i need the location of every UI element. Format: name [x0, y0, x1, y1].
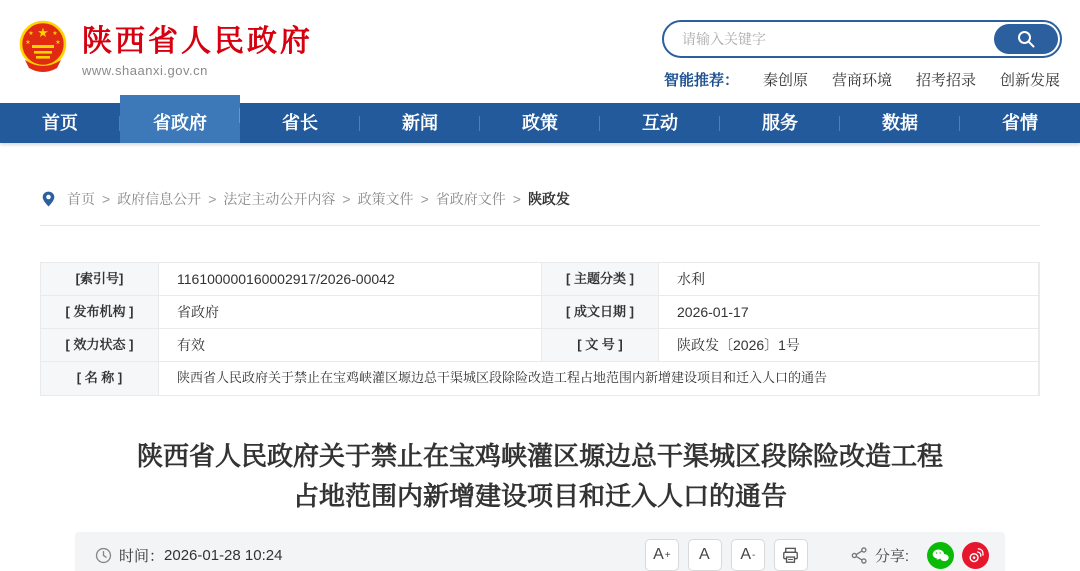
crumb-separator: >: [512, 191, 521, 207]
document-title: 陕西省人民政府关于禁止在宝鸡峡灌区塬边总干渠城区段除险改造工程占地范围内新增建设项目和迁入人口的通告: [136, 441, 943, 511]
nav-item-provincial-government[interactable]: 省政府: [120, 95, 240, 143]
meta-label-issuing-agency: [ 发布机构 ]: [41, 296, 159, 329]
font-size-tools: [636, 539, 808, 571]
printer-icon: [781, 546, 800, 565]
share-label: 分享:: [874, 547, 909, 565]
crumb-separator: >: [208, 191, 217, 207]
meta-label-issue-date: [ 成文日期 ]: [542, 296, 659, 329]
article-toolbar: [75, 532, 1005, 571]
print-button[interactable]: [774, 539, 808, 571]
meta-label-index-number: [索引号]: [41, 263, 159, 296]
meta-label-name: [ 名 称 ]: [41, 362, 159, 395]
meta-value-name: 陕西省人民政府关于禁止在宝鸡峡灌区塬边总干渠城区段除险改造工程占地范围内新增建设项目和迁入人口的通告: [159, 362, 1039, 395]
meta-value-index-number: 116100000160002917/2026-00042: [159, 263, 542, 296]
svg-text:★: ★: [28, 31, 34, 37]
svg-text:★: ★: [25, 40, 31, 46]
font-normal-button[interactable]: A: [688, 539, 722, 571]
crumb-shanzhengfa: 陕政发: [527, 191, 570, 207]
nav-item-services[interactable]: 服务: [720, 103, 840, 143]
search-button[interactable]: [994, 24, 1058, 54]
svg-text:★: ★: [52, 31, 58, 37]
crumb-info-disclosure[interactable]: 政府信息公开: [117, 191, 202, 207]
nav-item-interaction[interactable]: 互动: [600, 103, 720, 143]
share-nodes-icon: [850, 546, 869, 565]
crumb-separator: >: [342, 191, 351, 207]
meta-label-validity-status: [ 效力状态 ]: [41, 329, 159, 362]
nav-item-home[interactable]: 首页: [0, 103, 120, 143]
svg-text:★: ★: [37, 25, 49, 40]
smart-recommend-label: 智能推荐：: [664, 72, 740, 89]
crumb-separator: >: [102, 191, 111, 207]
weibo-share-icon[interactable]: [962, 542, 989, 569]
time-value: 2026-01-28 10:24: [164, 546, 283, 564]
recommend-link-qinchuangyuan[interactable]: 秦创原: [762, 72, 808, 89]
breadcrumb: [40, 189, 1040, 209]
meta-value-issue-date: 2026-01-17: [659, 296, 1039, 329]
breadcrumb-divider: [40, 225, 1040, 226]
crumb-provincial-documents[interactable]: 省政府文件: [435, 191, 506, 207]
publish-time: [95, 545, 282, 566]
crumb-separator: >: [420, 191, 429, 207]
recommend-link-innovation[interactable]: 创新发展: [999, 72, 1060, 89]
meta-label-document-number: [ 文 号 ]: [542, 329, 659, 362]
main-content: [0, 189, 1080, 571]
location-pin-icon: [40, 189, 57, 209]
national-emblem-icon: [16, 18, 70, 76]
clock-icon: [95, 547, 112, 564]
site-title: 陕西省人民政府: [82, 25, 313, 58]
meta-value-document-number: 陕政发〔2026〕1号: [659, 329, 1039, 362]
wechat-share-icon[interactable]: [927, 542, 954, 569]
meta-label-topic-category: [ 主题分类 ]: [542, 263, 659, 296]
font-decrease-button[interactable]: A -: [731, 539, 765, 571]
meta-value-issuing-agency: 省政府: [159, 296, 542, 329]
smart-recommend: [662, 69, 1062, 90]
main-nav: [0, 103, 1080, 143]
site-logo[interactable]: [16, 16, 313, 78]
search-box: [662, 20, 1062, 58]
svg-text:★: ★: [55, 40, 61, 46]
nav-item-policy[interactable]: 政策: [480, 103, 600, 143]
recommend-link-recruitment[interactable]: 招考招录: [915, 72, 976, 89]
share-group: [850, 542, 989, 569]
site-url: www.shaanxi.gov.cn: [82, 63, 208, 78]
meta-value-validity-status: 有效: [159, 329, 542, 362]
search-area: [662, 20, 1062, 90]
crumb-home[interactable]: 首页: [67, 191, 95, 207]
nav-item-news[interactable]: 新闻: [360, 103, 480, 143]
meta-value-topic-category: 水利: [659, 263, 1039, 296]
time-label: 时间：: [119, 547, 165, 565]
nav-item-governor[interactable]: 省长: [240, 103, 360, 143]
font-increase-button[interactable]: A +: [645, 539, 679, 571]
nav-item-data[interactable]: 数据: [840, 103, 960, 143]
document-meta-table: [40, 262, 1040, 396]
crumb-policy-documents[interactable]: 政策文件: [357, 191, 414, 207]
recommend-link-business-env[interactable]: 营商环境: [831, 72, 892, 89]
crumb-statutory-content[interactable]: 法定主动公开内容: [223, 191, 336, 207]
nav-item-province-info[interactable]: 省情: [1002, 113, 1038, 133]
search-icon: [1015, 28, 1037, 50]
search-input[interactable]: [668, 24, 978, 54]
site-header: [0, 0, 1080, 103]
